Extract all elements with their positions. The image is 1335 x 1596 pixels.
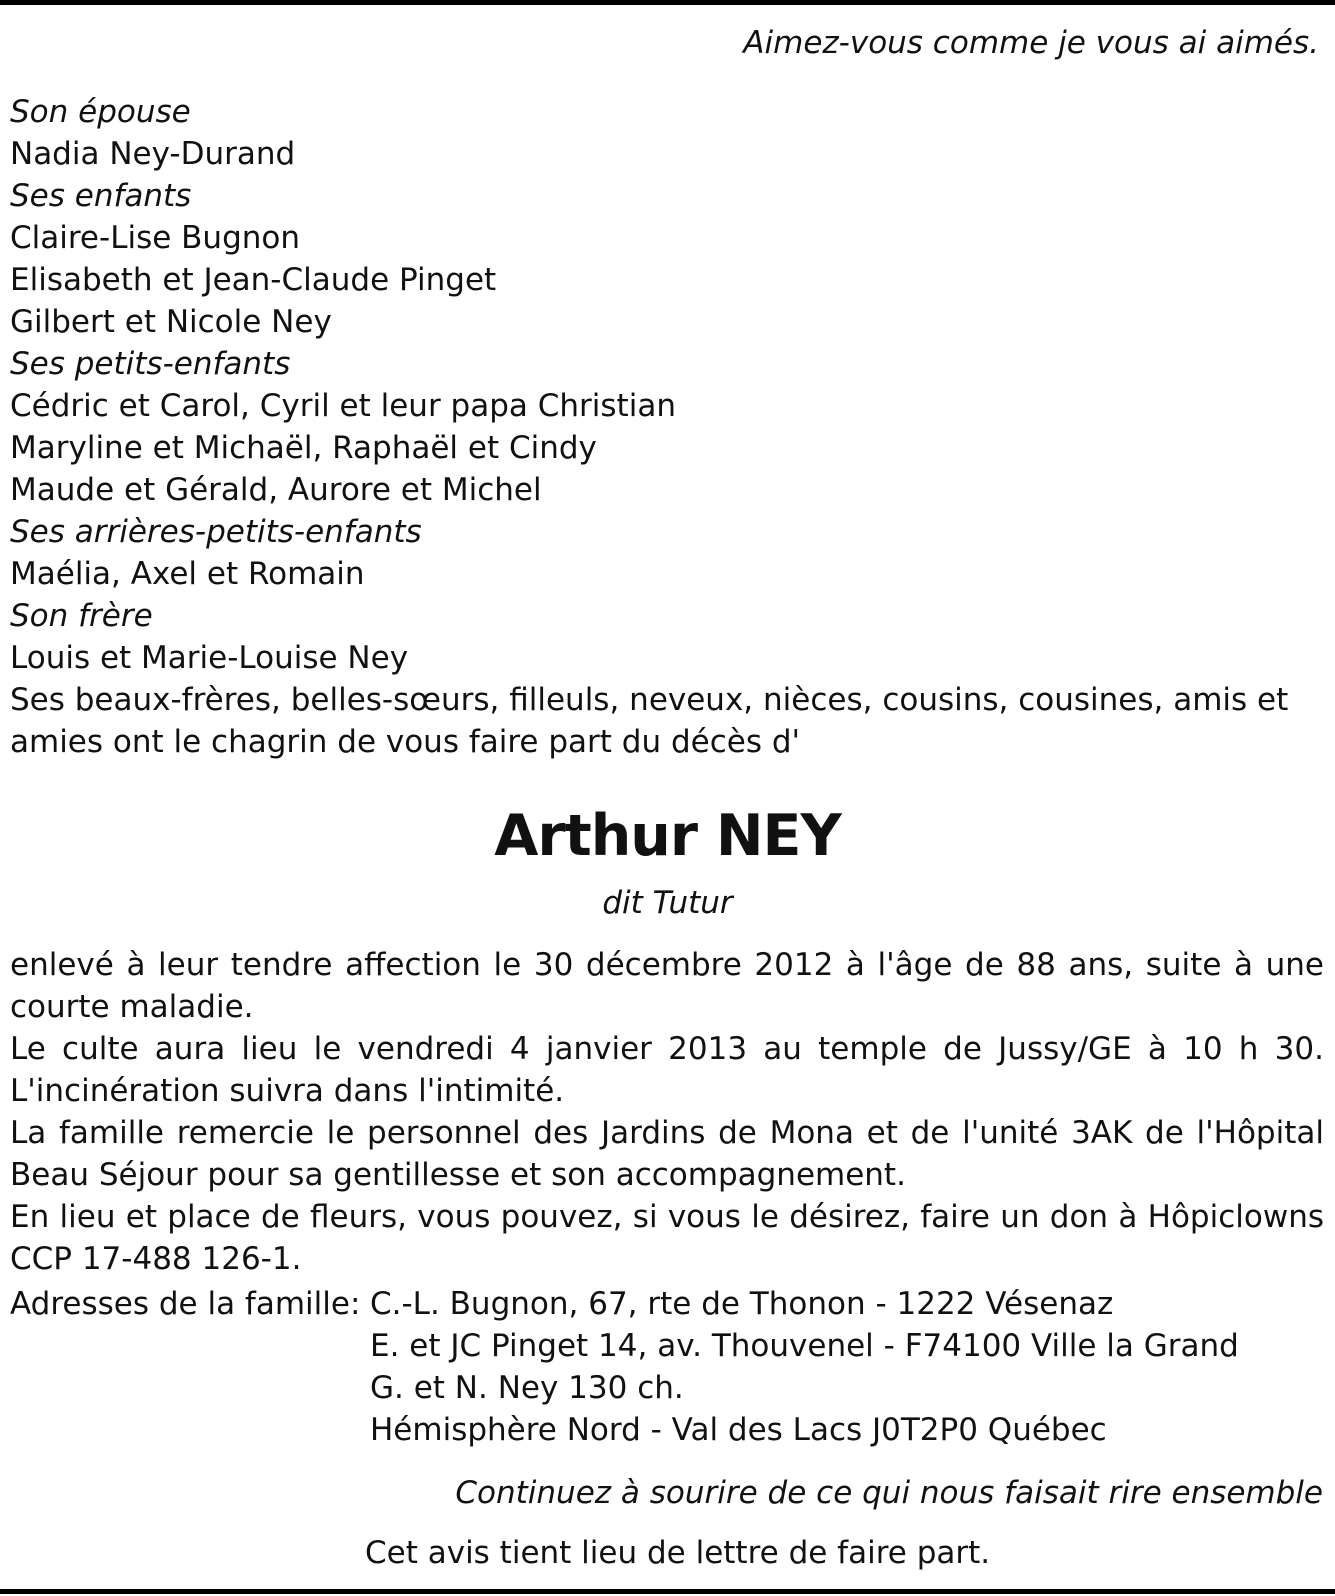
family-list	[10, 91, 1320, 763]
family-member: Maryline et Michaël, Raphaël et Cindy	[10, 430, 597, 466]
addresses-label: Adresses de la famille:	[10, 1286, 361, 1322]
deceased-nickname: dit Tutur	[602, 885, 733, 921]
paragraph-service: Le culte aura lieu le vendredi 4 janvier 2013 au temple de Jussy/GE à 10 h 30. L'incinération suivra dans l'intimité.	[10, 1031, 1324, 1109]
paragraph-thanks: La famille remercie le personnel des Jardins de Mona et de l'unité 3AK de l'Hôpital Beau Séjour pour sa gentillesse et son accompagnement.	[10, 1115, 1324, 1193]
family-member: Claire-Lise Bugnon	[10, 220, 301, 256]
epigraph: Aimez-vous comme je vous ai aimés.	[743, 25, 1319, 61]
address-line: E. et JC Pinget 14, av. Thouvenel - F74100 Ville la Grand	[370, 1328, 1239, 1364]
top-rule	[0, 0, 1335, 5]
notice-body	[10, 944, 1324, 1280]
family-member: Maude et Gérald, Aurore et Michel	[10, 472, 542, 508]
closing-quote: Continuez à sourire de ce qui nous faisait rire ensemble	[455, 1475, 1323, 1511]
footer-note: Cet avis tient lieu de lettre de faire part.	[365, 1535, 991, 1571]
address-line: Hémisphère Nord - Val des Lacs J0T2P0 Québec	[370, 1412, 1107, 1448]
paragraph-donation: En lieu et place de fleurs, vous pouvez, si vous le désirez, faire un don à Hôpiclowns CCP 17-488 126-1.	[10, 1199, 1324, 1277]
family-heading: Son frère	[10, 598, 153, 634]
family-member: Nadia Ney-Durand	[10, 136, 296, 172]
family-addresses	[10, 1283, 1324, 1451]
family-heading: Ses arrières-petits-enfants	[10, 514, 422, 550]
bottom-rule	[0, 1589, 1335, 1594]
address-line: C.-L. Bugnon, 67, rte de Thonon - 1222 Vésenaz	[370, 1286, 1114, 1322]
family-heading: Ses petits-enfants	[10, 346, 291, 382]
address-line: G. et N. Ney 130 ch.	[370, 1370, 684, 1406]
announcement-text: Ses beaux-frères, belles-sœurs, filleuls, neveux, nièces, cousins, cousines, amis et amies ont le chagrin de vous faire part du décès d'	[10, 682, 1289, 760]
family-member: Louis et Marie-Louise Ney	[10, 640, 409, 676]
family-member: Elisabeth et Jean-Claude Pinget	[10, 262, 497, 298]
family-heading: Son épouse	[10, 94, 191, 130]
family-member: Cédric et Carol, Cyril et leur papa Christian	[10, 388, 676, 424]
family-member: Maélia, Axel et Romain	[10, 556, 365, 592]
family-member: Gilbert et Nicole Ney	[10, 304, 332, 340]
family-heading: Ses enfants	[10, 178, 192, 214]
deceased-name: Arthur NEY	[494, 803, 841, 869]
address-row	[10, 1283, 1324, 1325]
paragraph-passing: enlevé à leur tendre affection le 30 décembre 2012 à l'âge de 88 ans, suite à une courte maladie.	[10, 947, 1324, 1025]
